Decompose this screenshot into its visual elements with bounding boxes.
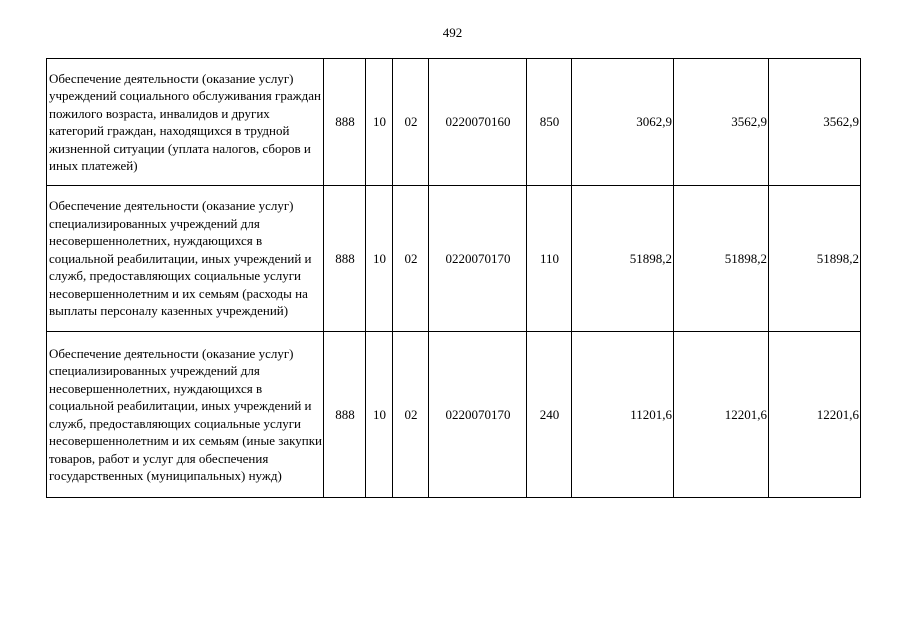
amount-3-cell: 51898,2 xyxy=(769,186,861,332)
subsection-cell: 02 xyxy=(393,59,429,186)
amount-2-cell: 51898,2 xyxy=(674,186,769,332)
table-row xyxy=(47,332,861,498)
amount-1-cell: 11201,6 xyxy=(572,332,674,498)
table-row xyxy=(47,59,861,186)
grbs-cell: 888 xyxy=(324,332,366,498)
expense-type-cell: 850 xyxy=(527,59,572,186)
amount-1-cell: 51898,2 xyxy=(572,186,674,332)
grbs-cell: 888 xyxy=(324,186,366,332)
table-row xyxy=(47,186,861,332)
subsection-cell: 02 xyxy=(393,332,429,498)
amount-2-cell: 12201,6 xyxy=(674,332,769,498)
section-cell: 10 xyxy=(366,332,393,498)
description-cell: Обеспечение деятельности (оказание услуг) специализированных учреждений для несовершеннолетних, нуждающихся в социальной реабилитации, иных учреждений и служб, предоставляющих социальные услуги несовершеннолетним и их семьям (иные закупки товаров, работ и услуг для обеспечения государственных (муниципальных) нужд) xyxy=(47,332,324,498)
subsection-cell: 02 xyxy=(393,186,429,332)
budget-table xyxy=(46,58,861,498)
page-number: 492 xyxy=(442,25,463,40)
target-article-cell: 0220070170 xyxy=(429,186,527,332)
grbs-cell: 888 xyxy=(324,59,366,186)
description-cell: Обеспечение деятельности (оказание услуг) учреждений социального обслуживания граждан пожилого возраста, инвалидов и других категорий граждан, находящихся в трудной жизненной ситуации (уплата налогов, сборов и иных платежей) xyxy=(47,59,324,186)
description-cell: Обеспечение деятельности (оказание услуг) специализированных учреждений для несовершеннолетних, нуждающихся в социальной реабилитации, иных учреждений и служб, предоставляющих социальные услуги несовершеннолетним и их семьям (расходы на выплаты персоналу казенных учреждений) xyxy=(47,186,324,332)
amount-1-cell: 3062,9 xyxy=(572,59,674,186)
amount-3-cell: 3562,9 xyxy=(769,59,861,186)
expense-type-cell: 110 xyxy=(527,186,572,332)
expense-type-cell: 240 xyxy=(527,332,572,498)
target-article-cell: 0220070160 xyxy=(429,59,527,186)
section-cell: 10 xyxy=(366,186,393,332)
section-cell: 10 xyxy=(366,59,393,186)
amount-2-cell: 3562,9 xyxy=(674,59,769,186)
target-article-cell: 0220070170 xyxy=(429,332,527,498)
amount-3-cell: 12201,6 xyxy=(769,332,861,498)
